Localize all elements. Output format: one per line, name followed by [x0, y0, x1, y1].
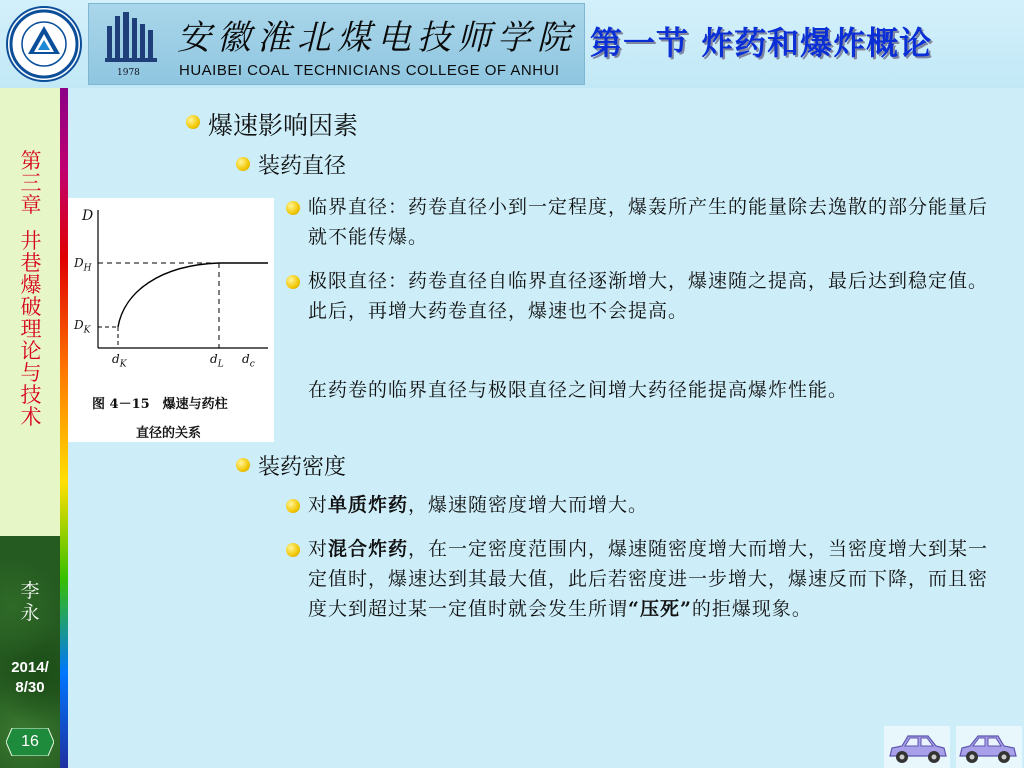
subheading-charge-diameter: 装药直径 — [258, 154, 347, 179]
slide-header — [0, 0, 1024, 88]
dk-label: $D_K$ — [74, 318, 91, 336]
homogeneous-explosive-term: 单质炸药 — [328, 494, 409, 516]
text-rest: 的拒爆现象。 — [691, 598, 812, 620]
bullet-icon — [286, 275, 300, 289]
text-rest: ，在一定密度范围内，爆速随密度增大而增大，当密度增大到某一定值时，爆速达到其最大值，此后若密度进一步增大，爆速反而下降，而且密度大到超过某一定值时就会发生所谓 — [308, 538, 989, 620]
chapter-label — [18, 150, 44, 428]
heading-detonation-velocity-factors: 爆速影响因素 — [208, 111, 359, 140]
dl-x-label: $d_L$ — [210, 352, 224, 370]
text-prefix: 对 — [308, 494, 329, 516]
date-line-2: 8/30 — [15, 679, 45, 696]
chapter-name-char: 技 — [20, 383, 42, 407]
bullet-icon — [236, 458, 250, 472]
mixed-explosive-text — [308, 534, 998, 624]
chapter-name-char: 破 — [20, 295, 42, 319]
axis-y-label: D — [82, 208, 94, 224]
chapter-name-char: 理 — [20, 317, 42, 341]
bullet-icon — [236, 157, 250, 171]
chapter-name-char: 巷 — [20, 251, 42, 275]
dh-label: $D_H$ — [74, 256, 92, 274]
section-title: 第一节 炸药和爆炸概论 — [590, 24, 933, 62]
chapter-char: 第 — [20, 149, 42, 173]
bullet-icon — [286, 201, 300, 215]
car-icon — [884, 726, 950, 768]
figure-velocity-diameter — [68, 198, 274, 442]
page-number: 16 — [21, 733, 39, 750]
homogeneous-explosive-text — [308, 490, 993, 520]
chapter-name-char: 术 — [20, 405, 42, 429]
figure-caption-line-1: 图 4－15 爆速与药柱 — [92, 397, 228, 412]
chapter-char: 章 — [20, 193, 42, 217]
college-name-chinese: 安徽淮北煤电技师学院 — [177, 18, 577, 58]
between-diameters-note: 在药卷的临界直径与极限直径之间增大药径能提高爆炸性能。 — [308, 379, 849, 401]
chapter-name-char: 爆 — [20, 273, 42, 297]
bullet-icon — [286, 543, 300, 557]
chapter-char: 三 — [20, 171, 42, 195]
rainbow-divider — [60, 88, 68, 768]
text-prefix: 对 — [308, 538, 329, 560]
college-building-icon — [103, 10, 163, 66]
author-name — [14, 580, 46, 624]
figure-caption-line-2: 直径的关系 — [136, 426, 202, 441]
limit-diameter-text: 极限直径：药卷直径自临界直径逐渐增大，爆速随之提高，最后达到稳定值。此后，再增大药卷直径，爆速也不会提高。 — [308, 270, 989, 322]
chapter-name-char: 井 — [20, 229, 42, 253]
text-rest: ，爆速随密度增大而增大。 — [408, 494, 649, 516]
bullet-icon — [186, 115, 200, 129]
critical-diameter-text: 临界直径：药卷直径小到一定程度，爆轰所产生的能量除去逸散的部分能量后就不能传爆。 — [308, 196, 989, 248]
college-name-english: HUAIBEI COAL TECHNICIANS COLLEGE OF ANHUI — [179, 62, 560, 79]
college-emblem-icon — [6, 6, 82, 82]
college-banner — [88, 3, 585, 85]
mixed-explosive-term: 混合炸药 — [328, 538, 409, 560]
author-char: 永 — [20, 602, 40, 624]
subheading-charge-density: 装药密度 — [258, 455, 347, 480]
axis-x-label: $d_c$ — [242, 352, 255, 370]
date-line-1: 2014/ — [11, 659, 49, 676]
next-slide-button[interactable] — [956, 726, 1022, 768]
car-icon — [956, 726, 1022, 768]
bullet-icon — [286, 499, 300, 513]
slide-date — [2, 658, 58, 698]
prev-slide-button[interactable] — [884, 726, 950, 768]
author-char: 李 — [20, 580, 40, 602]
chapter-name-char: 与 — [20, 361, 42, 385]
chapter-name-char: 论 — [20, 339, 42, 363]
dead-pressing-term: “压死” — [628, 598, 692, 620]
dk-x-label: $d_K$ — [112, 352, 127, 370]
page-number-badge — [6, 728, 54, 756]
college-founding-year: 1978 — [117, 68, 140, 78]
